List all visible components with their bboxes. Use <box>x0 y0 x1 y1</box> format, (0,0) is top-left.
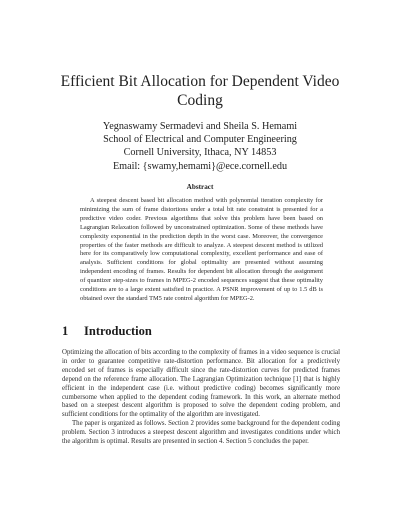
introduction-paragraph-1: Optimizing the allocation of bits according to the complexity of frames in a video sequence is crucial in order to guarantee competitive rate-distortion performance. Bit allocation for a predictively encoded set of frames is especially difficult since the rate-distortion curves for predicted frames depend on the reference frame allocation. The Lagrangian Optimization technique [1] that is highly efficient in the independent case (i.e. without predictive coding) becomes significantly more cumbersome when applied to the dependent coding framework. In this work, an alternate method based on a steepest descent algorithm is proposed to solve the dependent coding problem, and sufficient conditions for the optimality of the algorithm are investigated. <box>62 349 340 419</box>
author-names: Yegnaswamy Sermadevi and Sheila S. Hemami <box>102 121 298 132</box>
paper-title: Efficient Bit Allocation for Dependent Video Coding <box>60 73 340 109</box>
section-heading-introduction <box>62 324 152 339</box>
abstract-body <box>80 197 323 304</box>
introduction-body <box>62 349 340 447</box>
abstract-heading: Abstract <box>186 183 214 191</box>
section-number: 1 <box>62 324 69 338</box>
author-location: Cornell University, Ithaca, NY 14853 <box>123 147 277 159</box>
author-affiliation: School of Electrical and Computer Engineering <box>103 134 297 146</box>
author-email: Email: {swamy,hemami}@ece.cornell.edu <box>112 160 288 172</box>
author-block <box>40 120 360 173</box>
abstract-text: A steepest descent based bit allocation method with polynomial iteration complexity for minimizing the sum of frame distortions under a total bit rate constraint is presented for a predictive video coder. Previous algorithms that solve this problem have been based on Lagrangian Relaxation followed by unconstrained optimization. Some of these methods have complexity exponential in the prediction depth in the worst case. Moreover, the convergence properties of the faster methods are difficult to analyze. A steepest descent method is utilized here for its comparatively low computational complexity, excellent performance and ease of analysis. Sufficient conditions for global optimality are presented without assuming independent encoding of frames. Results for dependent bit allocation through the assignment of quantizer step-sizes to frames in MPEG-2 encoded sequences suggest that these optimality conditions are to a large extent satisfied in practice. A PSNR improvement of up to 1.5 dB is obtained over the standard TM5 rate control algorithm for MPEG-2. <box>80 197 323 302</box>
introduction-paragraph-2: The paper is organized as follows. Section 2 provides some background for the dependent coding problem. Section 3 introduces a steepest descent algorithm and investigates conditions under which the algorithm is optimal. Results are presented in section 4. Section 5 concludes the paper. <box>62 420 340 446</box>
section-title: Introduction <box>84 324 152 338</box>
